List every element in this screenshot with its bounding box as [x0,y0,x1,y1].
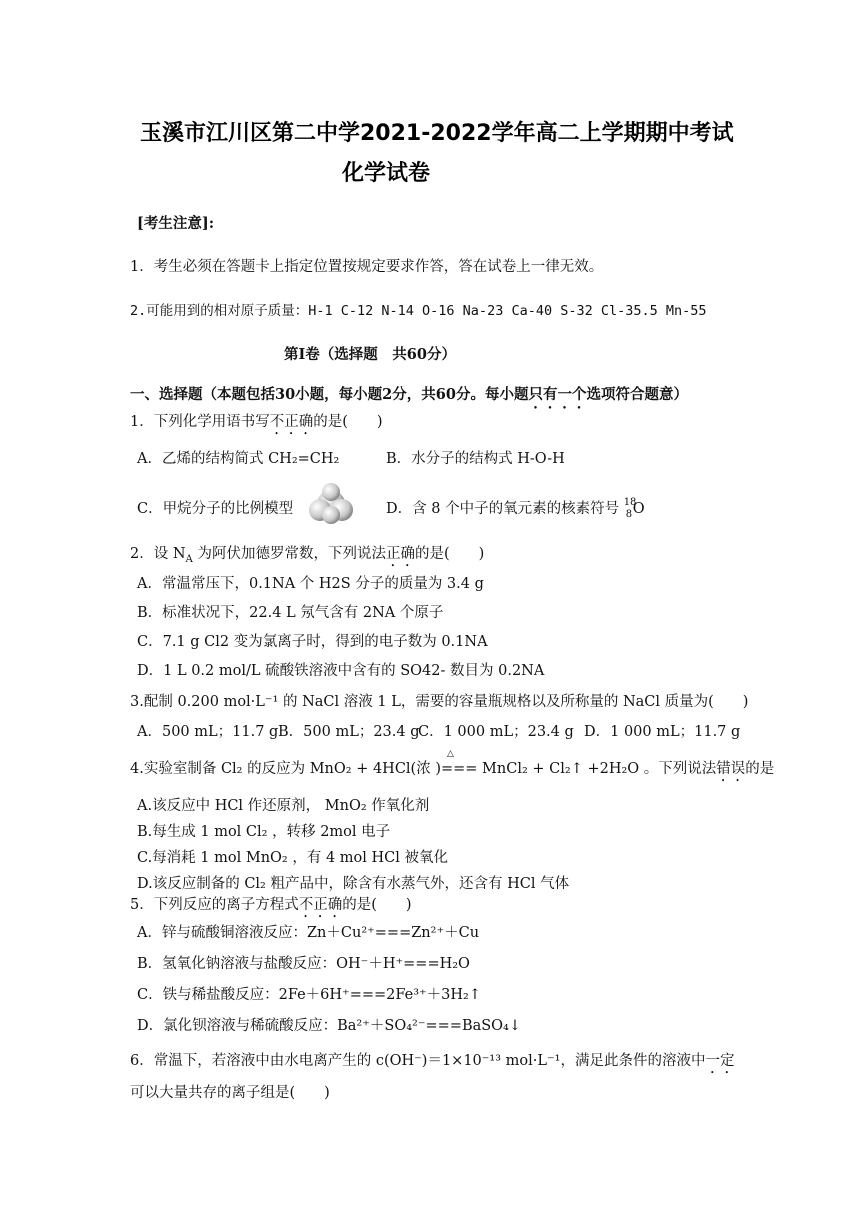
exam-title-line1: 玉溪市江川区第二中学2021-2022学年高二上学期期中考试 [140,121,734,146]
notice-item-1: 1．考生必须在答题卡上指定位置按规定要求作答，答在试卷上一律无效。 [130,259,604,275]
q3-option-a: A．500 mL；11.7 g [137,724,279,740]
q4-option-c: C.每消耗 1 mol MnO₂ ，有 4 mol HCl 被氧化 [137,850,449,866]
part1-heading: 第Ⅰ卷（选择题 共60分） [284,346,456,363]
q3-option-c: C．1 000 mL；23.4 g [418,724,574,740]
q3-stem: 3.配制 0.200 mol·L⁻¹ 的 NaCl 溶液 1 L，需要的容量瓶规格以及所称量的 NaCl 质量为( ) [130,694,749,710]
notice-heading: [考生注意]: [137,215,215,232]
q5-option-b: B．氢氧化钠溶液与盐酸反应：OH⁻＋H⁺===H₂O [137,956,470,972]
q4-option-a: A.该反应中 HCl 作还原剂， MnO₂ 作氧化剂 [137,798,430,814]
q2-option-a: A．常温常压下，0.1NA 个 H2S 分子的质量为 3.4 g [137,576,484,592]
exam-title-line2: 化学试卷 [342,161,431,186]
q2-option-c: C．7.1 g Cl2 变为氯离子时，得到的电子数为 0.1NA [137,634,488,650]
q4-option-b: B.每生成 1 mol Cl₂ ，转移 2mol 电子 [137,824,391,840]
oxygen-isotope-symbol: 18 8 O [623,497,645,520]
q1-option-d: D．含 8 个中子的氧元素的核素符号 18 8 O [386,497,645,520]
q3-option-b: B．500 mL；23.4 g [278,724,420,740]
q5-option-d: D．氯化钡溶液与稀硫酸反应：Ba²⁺＋SO₄²⁻===BaSO₄↓ [137,1018,522,1034]
q6-stem: 6．常温下，若溶液中由水电离产生的 c(OH⁻)＝1×10⁻¹³ mol·L⁻¹，满足此条件的溶液中一定 [130,1053,735,1069]
q2-option-b: B．标准状况下，22.4 L 氖气含有 2NA 个原子 [137,605,444,621]
q3-option-d: D．1 000 mL；11.7 g [584,724,741,740]
q4-option-d: D.该反应制备的 Cl₂ 粗产品中，除含有水蒸气外，还含有 HCl 气体 [137,876,570,892]
q1-stem: 1．下列化学用语书写不正确的是( ) [130,414,383,430]
q1-option-a: A．乙烯的结构简式 CH₂=CH₂ [137,451,340,467]
q4-stem: 4.实验室制备 Cl₂ 的反应为 MnO₂ + 4HCl(浓 ) △ === MnCl₂ + Cl₂↑ +2H₂O 。下列说法错误的是 [130,749,775,777]
q5-option-c: C．铁与稀盐酸反应：2Fe＋6H⁺===2Fe³⁺＋3H₂↑ [137,987,482,1003]
q2-option-d: D．1 L 0.2 mol/L 硫酸铁溶液中含有的 SO42- 数目为 0.2NA [137,663,545,679]
q1-option-c: C．甲烷分子的比例模型 [137,501,294,517]
section-instructions: 一、选择题（本题包括30小题，每小题2分，共60分。每小题只有一个选项符合题意） [130,386,688,403]
q2-stem: 2．设 $N_A$ 为阿伏加德罗常数，下列说法正确的是( ) [130,546,485,565]
q5-option-a: A．锌与硫酸铜溶液反应：Zn＋Cu²⁺===Zn²⁺＋Cu [137,925,480,941]
methane-space-filling-model [306,482,356,526]
q6-stem-line2: 可以大量共存的离子组是( ) [130,1085,330,1101]
notice-item-2: 2.可能用到的相对原子质量：H-1 C-12 N-14 O-16 Na-23 Ca-40 S-32 Cl-35.5 Mn-55 [130,303,707,319]
q5-stem: 5．下列反应的离子方程式不正确的是( ) [130,897,412,913]
heating-condition: △ === [441,749,478,777]
q1-option-b: B．水分子的结构式 H-O-H [386,451,565,467]
